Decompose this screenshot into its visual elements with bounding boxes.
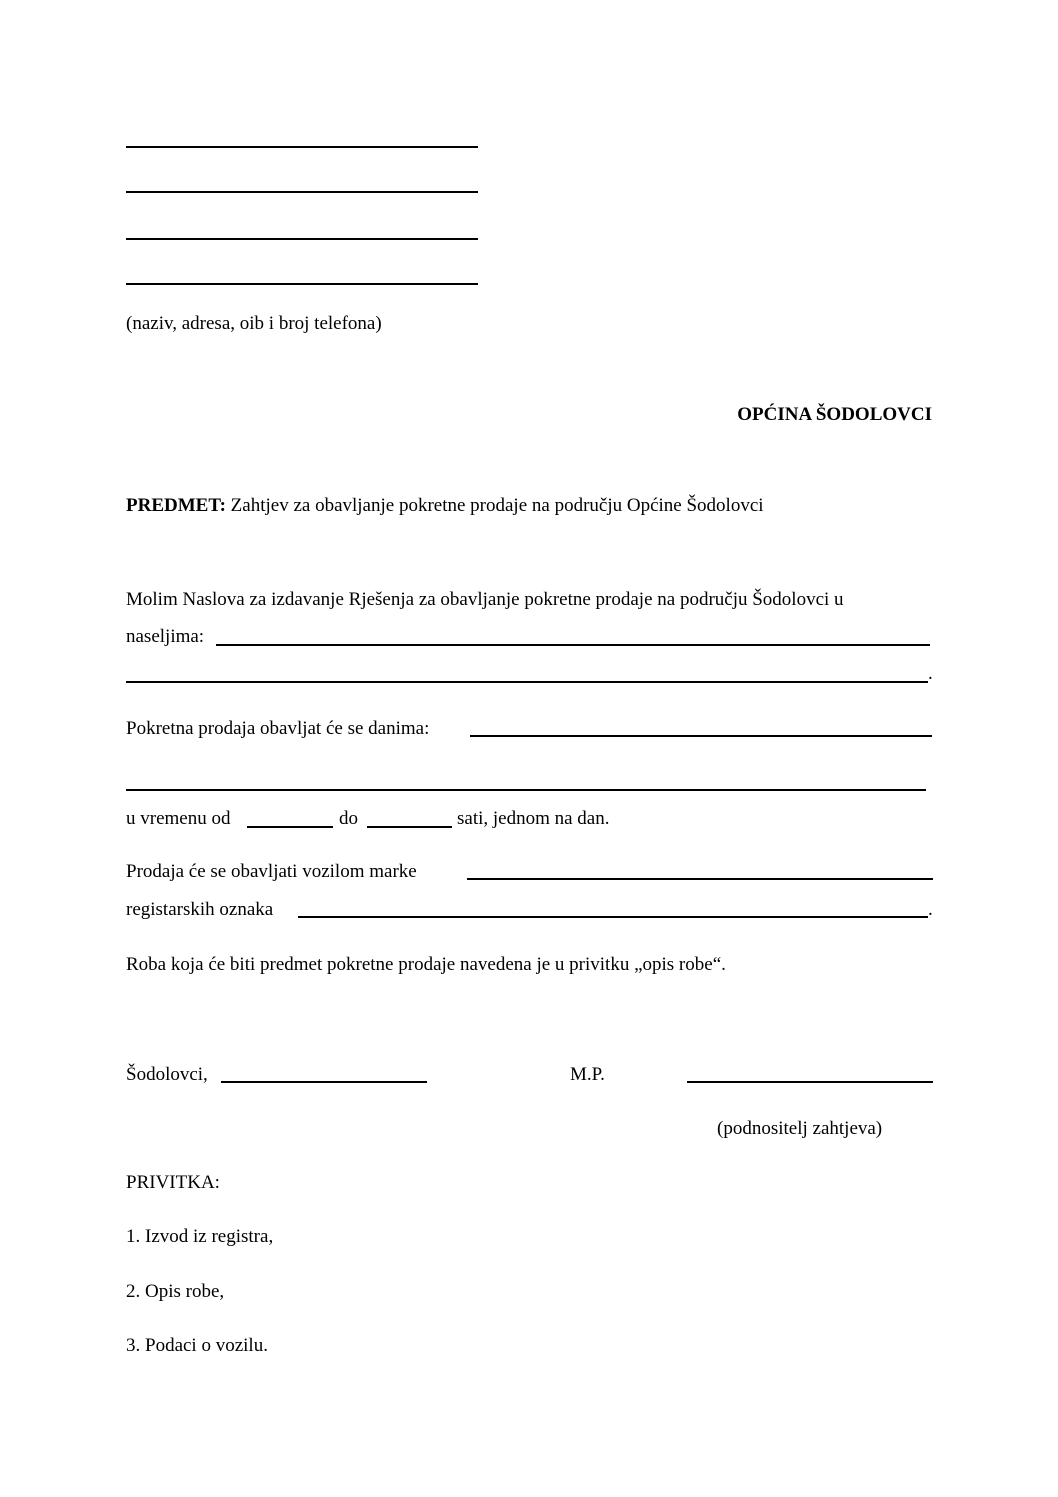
sender-line-2[interactable] (126, 191, 478, 193)
settlements-period: . (928, 663, 933, 684)
sender-caption: (naziv, adresa, oib i broj telefona) (126, 313, 382, 334)
attachments-title: PRIVITKA: (126, 1172, 220, 1193)
days-field-1[interactable] (470, 735, 932, 737)
signer-caption: (podnositelj zahtjeva) (717, 1118, 883, 1139)
signature-field[interactable] (687, 1081, 933, 1083)
time-from-field[interactable] (247, 826, 333, 828)
time-to-field[interactable] (367, 826, 452, 828)
sender-line-3[interactable] (126, 238, 478, 240)
goods-note: Roba koja će biti predmet pokretne prodaje navedena je u privitku „opis robe“. (126, 954, 726, 975)
subject-label: PREDMET: (126, 495, 226, 516)
time-suffix: sati, jednom na dan. (457, 808, 610, 829)
subject-text: Zahtjev za obavljanje pokretne prodaje na području Općine Šodolovci (230, 495, 764, 516)
vehicle-brand-field[interactable] (467, 878, 933, 880)
days-field-2[interactable] (126, 789, 926, 791)
settlements-field-2[interactable] (126, 681, 928, 683)
stamp-label: M.P. (570, 1064, 605, 1085)
sender-line-1[interactable] (126, 146, 478, 148)
sender-line-4[interactable] (126, 283, 478, 285)
vehicle-plates-period: . (928, 899, 933, 920)
date-field[interactable] (221, 1081, 427, 1083)
vehicle-plates-label: registarskih oznaka (126, 899, 274, 920)
place-label: Šodolovci, (126, 1064, 208, 1085)
settlements-label: naseljima: (126, 626, 205, 647)
settlements-field-1[interactable] (216, 644, 930, 646)
vehicle-plates-field[interactable] (298, 916, 928, 918)
time-middle: do (339, 808, 358, 829)
request-line-1: Molim Naslova za izdavanje Rješenja za obavljanje pokretne prodaje na području Šodolovci u (126, 589, 844, 610)
days-label: Pokretna prodaja obavljat će se danima: (126, 718, 430, 739)
attachment-item: 1. Izvod iz registra, (126, 1226, 274, 1247)
time-prefix: u vremenu od (126, 808, 231, 829)
vehicle-brand-label: Prodaja će se obavljati vozilom marke (126, 861, 417, 882)
recipient-heading: OPĆINA ŠODOLOVCI (737, 404, 932, 425)
subject-line (126, 495, 764, 517)
attachment-item: 2. Opis robe, (126, 1281, 225, 1302)
attachment-item: 3. Podaci o vozilu. (126, 1335, 268, 1356)
